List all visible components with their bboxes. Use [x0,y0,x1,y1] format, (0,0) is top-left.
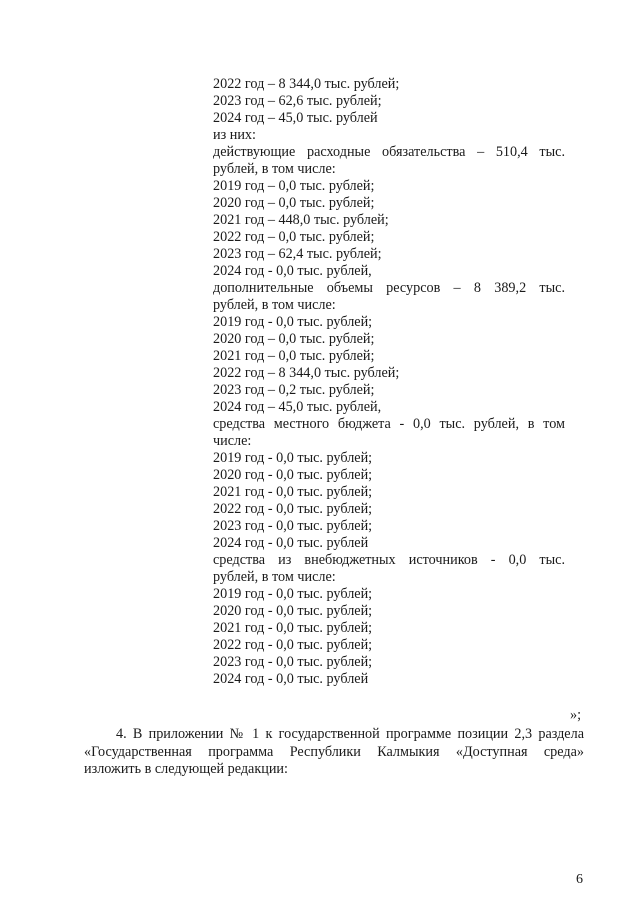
funding-line: 2021 год – 0,0 тыс. рублей; [213,348,375,364]
funding-line: 2022 год – 0,0 тыс. рублей; [213,229,375,245]
funding-line: 2022 год – 8 344,0 тыс. рублей; [213,76,400,92]
funding-line: 2021 год – 448,0 тыс. рублей; [213,212,389,228]
funding-line: 2020 год – 0,0 тыс. рублей; [213,195,375,211]
funding-line: 2019 год - 0,0 тыс. рублей; [213,450,373,466]
funding-line: 2020 год – 0,0 тыс. рублей; [213,331,375,347]
funding-line: 2022 год – 8 344,0 тыс. рублей; [213,365,400,381]
funding-line: средства из внебюджетных источников - 0,0 тыс. [213,552,565,568]
funding-line: 2021 год - 0,0 тыс. рублей; [213,620,373,636]
funding-line: 2024 год - 0,0 тыс. рублей [213,535,369,551]
funding-line: 2022 год - 0,0 тыс. рублей; [213,637,373,653]
funding-line: рублей, в том числе: [213,297,336,313]
funding-line: 2023 год – 0,2 тыс. рублей; [213,382,375,398]
funding-line: 2024 год – 45,0 тыс. рублей, [213,399,382,415]
funding-line: из них: [213,127,256,143]
funding-line: 2024 год – 45,0 тыс. рублей [213,110,378,126]
closing-quote: »; [570,707,582,723]
funding-line: рублей, в том числе: [213,569,336,585]
page-number: 6 [576,872,583,887]
funding-line: 2019 год - 0,0 тыс. рублей; [213,586,373,602]
funding-line: 2022 год - 0,0 тыс. рублей; [213,501,373,517]
funding-line: 2021 год - 0,0 тыс. рублей; [213,484,373,500]
funding-line: 2023 год – 62,6 тыс. рублей; [213,93,382,109]
funding-line: 2023 год - 0,0 тыс. рублей; [213,654,373,670]
funding-line: 2019 год - 0,0 тыс. рублей; [213,314,373,330]
funding-line: 2020 год - 0,0 тыс. рублей; [213,603,373,619]
paragraph-line: 4. В приложении № 1 к государственной программе позиции 2,3 раздела [116,726,584,742]
funding-line: средства местного бюджета - 0,0 тыс. рублей, в том [213,416,565,432]
paragraph-line: изложить в следующей редакции: [84,761,288,777]
funding-line: 2024 год - 0,0 тыс. рублей [213,671,369,687]
amendment-paragraph [84,726,584,779]
paragraph-line: «Государственная программа Республики Калмыкия «Доступная среда» [84,743,584,760]
funding-line: 2024 год - 0,0 тыс. рублей, [213,263,372,279]
funding-line: 2023 год – 62,4 тыс. рублей; [213,246,382,262]
funding-line: 2019 год – 0,0 тыс. рублей; [213,178,375,194]
funding-line: дополнительные объемы ресурсов – 8 389,2 тыс. [213,280,565,296]
funding-line: рублей, в том числе: [213,161,336,177]
funding-line: 2023 год - 0,0 тыс. рублей; [213,518,373,534]
funding-line: числе: [213,433,252,449]
funding-block [213,76,565,688]
funding-line: действующие расходные обязательства – 510,4 тыс. [213,144,565,160]
funding-line: 2020 год - 0,0 тыс. рублей; [213,467,373,483]
